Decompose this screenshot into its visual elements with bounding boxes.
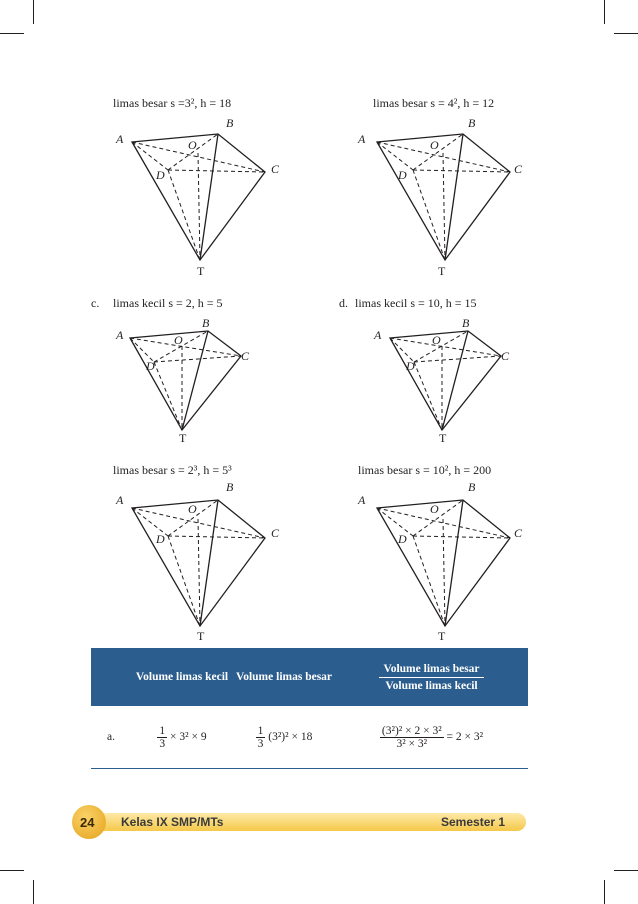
fraction-numerator: (3²)² × 2 × 3² — [381, 724, 442, 737]
expression: (3²)² × 18 — [268, 730, 313, 743]
ratio-numerator: Volume limas besar — [379, 663, 483, 678]
fraction-numerator: 1 — [257, 724, 264, 737]
hidden-edge — [132, 142, 168, 170]
table-header: Volume limas kecil — [131, 648, 233, 706]
hidden-edge — [168, 170, 265, 172]
vertex-o: O — [430, 138, 439, 152]
pyramid-diagram — [365, 128, 525, 268]
crop-mark — [604, 880, 605, 904]
vertex-t: T — [179, 431, 187, 445]
fraction — [157, 725, 167, 750]
vertex-d: D — [156, 168, 165, 182]
vertex-a: A — [116, 328, 124, 342]
expression: × 3² × 9 — [170, 730, 207, 743]
volume-table — [91, 648, 528, 769]
crop-mark — [33, 0, 34, 24]
vertex-c: C — [514, 526, 523, 540]
pyramid-edge — [200, 134, 218, 260]
book-title: Kelas IX SMP/MTs — [121, 815, 224, 829]
vertex-a: A — [116, 132, 124, 146]
table-header-blank — [91, 648, 131, 706]
fraction-denominator: 3 — [257, 737, 264, 750]
vertex-t: T — [439, 431, 447, 445]
vertex-b: B — [462, 316, 470, 330]
vertex-b: B — [202, 316, 210, 330]
pyramid-label: limas besar s = 10², h = 200 — [358, 463, 492, 477]
fraction — [256, 725, 266, 750]
fraction-denominator: 3 — [159, 737, 166, 750]
vertex-c: C — [271, 162, 280, 176]
crop-mark — [33, 880, 34, 904]
vertex-b: B — [468, 480, 476, 494]
pyramid-label: limas kecil s = 2, h = 5 — [113, 296, 223, 310]
vertex-o: O — [430, 502, 439, 516]
vertex-t: T — [197, 264, 205, 278]
vertex-t: T — [197, 629, 205, 643]
vertex-d: D — [156, 532, 165, 546]
vertex-o: O — [174, 333, 183, 347]
fraction-denominator: 3² × 3² — [396, 737, 428, 750]
expression: = 2 × 3² — [446, 730, 484, 743]
pyramid-diagram — [365, 494, 525, 634]
vertex-c: C — [501, 349, 510, 363]
vertex-o: O — [432, 333, 441, 347]
semester-label: Semester 1 — [441, 815, 506, 829]
crop-mark — [614, 33, 638, 34]
vertex-o: O — [188, 138, 197, 152]
table-header-row — [91, 648, 528, 706]
pyramid-label: limas besar s = 2³, h = 5³ — [113, 463, 232, 477]
vertex-b: B — [226, 480, 234, 494]
vertex-c: C — [271, 526, 280, 540]
table-row — [91, 706, 528, 769]
table-cell — [335, 706, 528, 769]
vertex-b: B — [468, 116, 476, 130]
vertex-d: D — [398, 532, 407, 546]
vertex-a: A — [374, 328, 382, 342]
item-marker: c. — [91, 296, 100, 310]
row-label: a. — [91, 706, 131, 769]
vertex-d: D — [406, 359, 415, 373]
ratio-denominator: Volume limas kecil — [385, 679, 478, 692]
pyramid-label: limas kecil s = 10, h = 15 — [355, 296, 477, 310]
vertex-d: D — [398, 168, 407, 182]
fraction — [380, 725, 444, 750]
vertex-t: T — [438, 264, 446, 278]
table-cell — [131, 706, 233, 769]
vertex-t: T — [438, 629, 446, 643]
vertex-a: A — [358, 493, 366, 507]
vertex-c: C — [241, 349, 250, 363]
height-line — [198, 153, 200, 260]
pyramid-diagram — [118, 326, 248, 436]
vertex-b: B — [226, 116, 234, 130]
vertex-d: D — [146, 359, 155, 373]
crop-mark — [604, 0, 605, 24]
vertex-a: A — [116, 493, 124, 507]
page-number: 24 — [80, 815, 95, 830]
vertex-c: C — [514, 162, 523, 176]
vertex-o: O — [188, 502, 197, 516]
pyramid-diagram — [120, 494, 280, 634]
item-marker: d. — [339, 296, 348, 310]
pyramid-label: limas besar s =3², h = 18 — [113, 96, 232, 110]
table-header: Volume limas besar — [233, 648, 335, 706]
table-cell — [233, 706, 335, 769]
fraction-numerator: 1 — [159, 724, 166, 737]
crop-mark — [0, 870, 24, 871]
hidden-edge — [168, 170, 200, 260]
crop-mark — [614, 870, 638, 871]
vertex-a: A — [358, 132, 366, 146]
ratio-fraction — [379, 663, 483, 692]
pyramid-label: limas besar s = 4², h = 12 — [373, 96, 495, 110]
crop-mark — [0, 33, 24, 34]
pyramid-diagram — [378, 326, 508, 436]
pyramid-diagram — [120, 128, 280, 268]
table-header-ratio — [335, 648, 528, 706]
